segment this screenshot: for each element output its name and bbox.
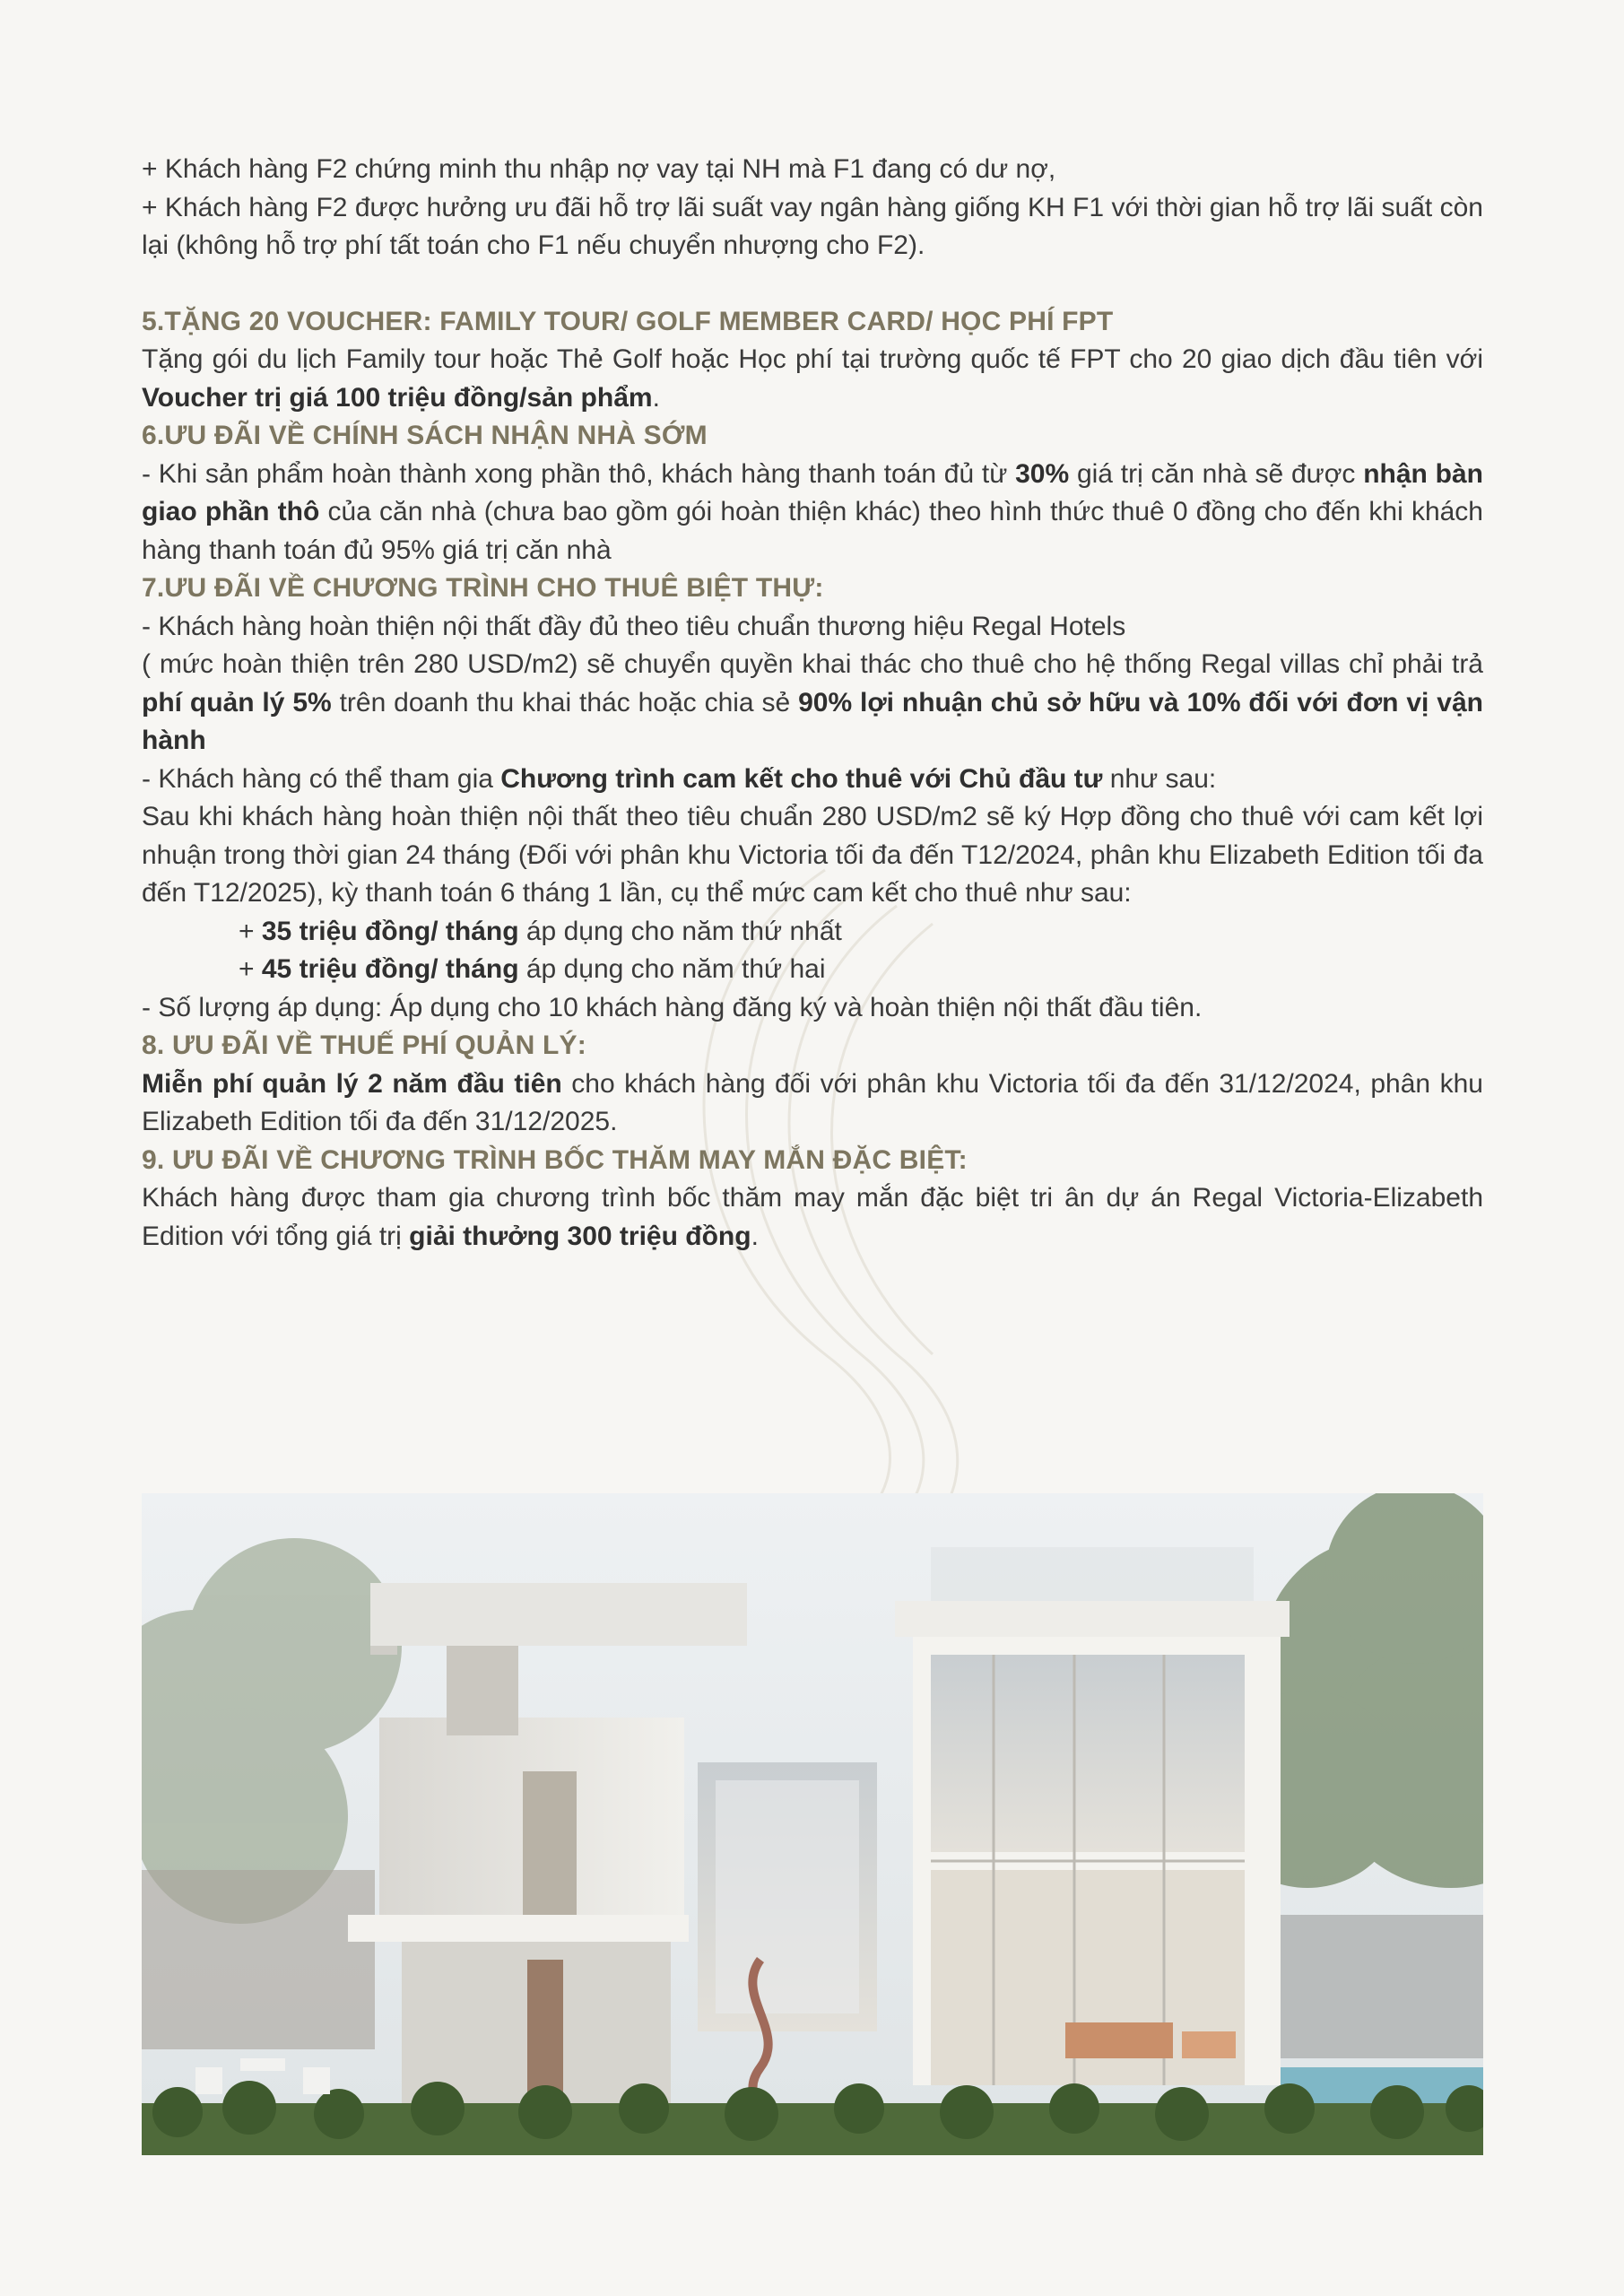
section-7-p1-b1: phí quản lý 5% (142, 687, 332, 718)
section-9-t2: . (751, 1221, 759, 1251)
section-7-title: 7.ƯU ĐÃI VỀ CHƯƠNG TRÌNH CHO THUÊ BIỆT THỰ: (142, 573, 824, 603)
section-8-t1: cho khách hàng đối với phân khu Victoria tối đa đến 31/12/2024, phân khu Elizabeth Edition tối đa đến 31/12/2025. (142, 1068, 1483, 1136)
section-9-b1: giải thưởng 300 triệu đồng (409, 1221, 751, 1251)
section-6-b2: nhận bàn giao phần thô (142, 458, 1483, 526)
section-7-p2-b1: Chương trình cam kết cho thuê với Chủ đầu tư (500, 763, 1103, 794)
section-7-l1-text: áp dụng cho năm thứ nhất (518, 916, 842, 946)
section-7-l2-text: áp dụng cho năm thứ hai (518, 954, 826, 984)
section-7-list-item-2 (142, 951, 1483, 989)
section-6-t1: - Khi sản phẩm hoàn thành xong phần thô, khách hàng thanh toán đủ từ (142, 458, 1016, 489)
section-5-bold: Voucher trị giá 100 triệu đồng/sản phẩm (142, 382, 653, 413)
document-body (142, 151, 1483, 1256)
section-5-end: . (652, 382, 660, 413)
section-9-text (142, 1179, 1483, 1256)
section-7-l1-bold: 35 triệu đồng/ tháng (261, 916, 519, 946)
section-8-text (142, 1065, 1483, 1142)
section-6-title: 6.ƯU ĐÃI VỀ CHÍNH SÁCH NHẬN NHÀ SỚM (142, 421, 708, 450)
section-6-t2: giá trị căn nhà sẽ được (1069, 458, 1364, 489)
section-5-text-part: Tặng gói du lịch Family tour hoặc Thẻ Golf hoặc Học phí tại trường quốc tế FPT cho 20 giao dịch đầu tiên với (142, 344, 1483, 374)
section-9-t1: Khách hàng được tham gia chương trình bốc thăm may mắn đặc biệt tri ân dự án Regal Victoria-Elizabeth Edition với tổng giá trị (142, 1183, 1483, 1251)
section-7-p2-t2: như sau: (1102, 763, 1217, 794)
section-6-b1: 30% (1015, 458, 1070, 489)
section-9-title: 9. ƯU ĐÃI VỀ CHƯƠNG TRÌNH BỐC THĂM MAY MẮN ĐẶC BIỆT: (142, 1144, 968, 1175)
section-7-p3: Sau khi khách hàng hoàn thiện nội thất theo tiêu chuẩn 280 USD/m2 sẽ ký Hợp đồng cho thuê với cam kết lợi nhuận trong thời gian 24 tháng (Đối với phân khu Victoria tối đa đến T12/2024, phân khu Elizabeth Edition tối đa đến T12/2025), kỳ thanh toán 6 tháng 1 lần, cụ thể mức cam kết cho thuê như sau: (142, 802, 1483, 908)
section-8-title: 8. ƯU ĐÃI VỀ THUẾ PHÍ QUẢN LÝ: (142, 1031, 586, 1060)
section-7-p1-t1: ( mức hoàn thiện trên 280 USD/m2) sẽ chuyển quyền khai thác cho thuê cho hệ thống Regal villas chỉ phải trả (142, 649, 1483, 679)
section-6-text (142, 456, 1483, 570)
section-7-p1-line1: - Khách hàng hoàn thiện nội thất đầy đủ theo tiêu chuẩn thương hiệu Regal Hotels (142, 611, 1126, 641)
intro-line-1: + Khách hàng F2 chứng minh thu nhập nợ vay tại NH mà F1 đang có dư nợ, (142, 154, 1056, 184)
intro-line-2: + Khách hàng F2 được hưởng ưu đãi hỗ trợ lãi suất vay ngân hàng giống KH F1 với thời gian hỗ trợ lãi suất còn lại (không hỗ trợ phí tất toán cho F1 nếu chuyển nhượng cho F2). (142, 192, 1483, 260)
list-plus-1: + (239, 916, 262, 946)
list-plus-2: + (239, 954, 262, 984)
villa-photo (142, 1493, 1483, 2155)
section-6-t3: của căn nhà (chưa bao gồm gói hoàn thiện khác) theo hình thức thuê 0 đồng cho đến khi khách hàng thanh toán đủ 95% giá trị căn nhà (142, 497, 1483, 565)
section-7-list-item-1 (142, 913, 1483, 952)
section-7-p2-t1: - Khách hàng có thể tham gia (142, 763, 501, 794)
section-7-p2 (142, 761, 1483, 799)
section-7-p1 (142, 646, 1483, 761)
villa-illustration (142, 1493, 1483, 2155)
section-5-text (142, 341, 1483, 417)
section-5-title: 5.TẶNG 20 VOUCHER: FAMILY TOUR/ GOLF MEMBER CARD/ HỌC PHÍ FPT (142, 306, 1114, 336)
section-7-p1-b2: 90% lợi nhuận chủ sở hữu và 10% đối với đơn vị vận hành (142, 687, 1483, 755)
section-7-p4: - Số lượng áp dụng: Áp dụng cho 10 khách hàng đăng ký và hoàn thiện nội thất đầu tiên. (142, 992, 1203, 1022)
section-7-p1-t2: trên doanh thu khai thác hoặc chia sẻ (331, 687, 799, 718)
section-7-l2-bold: 45 triệu đồng/ tháng (261, 954, 519, 984)
section-8-b1: Miễn phí quản lý 2 năm đầu tiên (142, 1068, 562, 1099)
